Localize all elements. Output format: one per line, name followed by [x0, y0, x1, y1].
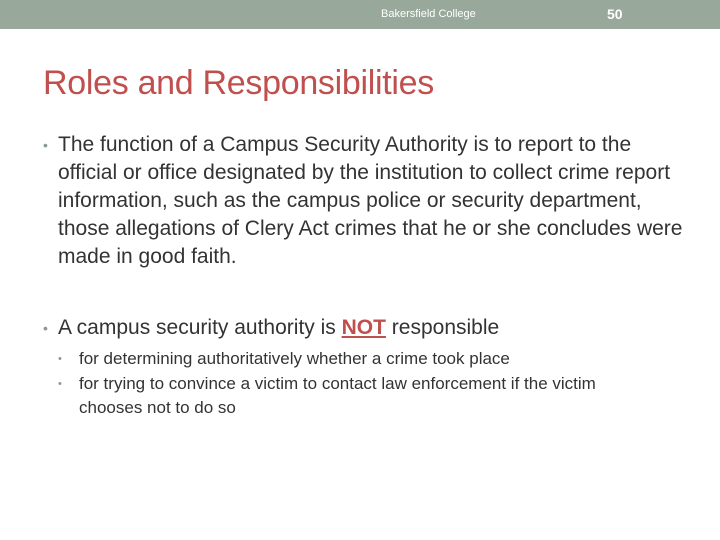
bullet-text-after: responsible: [385, 316, 500, 339]
sub-bullet-item: [58, 372, 693, 420]
slide-title: Roles and Responsibilities: [43, 64, 434, 102]
bullet-text: The function of a Campus Security Authority is to report to the official or office designated by the institution to collect crime report information, such as the campus police or security department, those allegations of Clery Act crimes that he or she concludes were made in good faith.: [58, 133, 683, 268]
sub-bullet-list: [58, 347, 693, 420]
bullet-item-not-responsible: [43, 314, 693, 421]
sub-bullet-icon: •: [58, 353, 62, 365]
emphasis-not: NOT: [341, 316, 386, 339]
sub-bullet-text: for trying to convince a victim to contact law enforcement if the victim chooses not to do so: [79, 374, 596, 417]
sub-bullet-icon: •: [58, 378, 62, 390]
bullet-icon: •: [43, 320, 48, 336]
bullet-item-function: [43, 131, 693, 271]
bullet-text-before: A campus security authority is: [58, 316, 342, 339]
page-number: 50: [607, 6, 623, 22]
bullet-icon: •: [43, 137, 48, 153]
header-source-label: Bakersfield College: [381, 8, 476, 20]
header-bar: [0, 0, 720, 29]
bullet-text: [58, 314, 499, 342]
sub-bullet-text: for determining authoritatively whether a crime took place: [79, 349, 510, 368]
sub-bullet-item: [58, 347, 693, 371]
